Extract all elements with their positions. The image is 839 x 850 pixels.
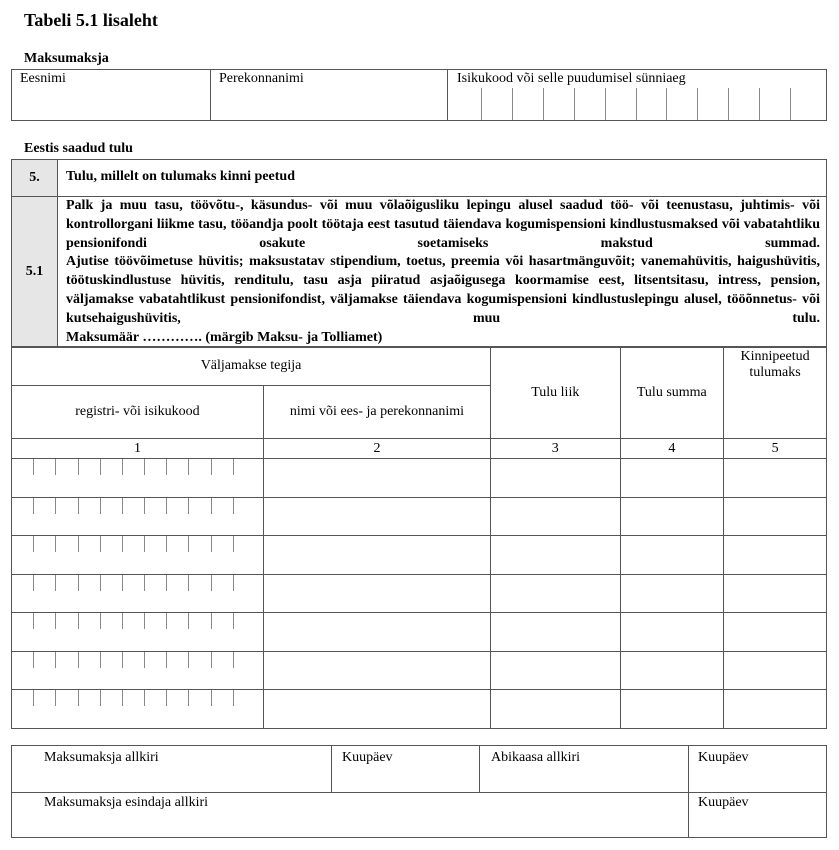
col1-header: registri- või isikukood	[12, 386, 264, 439]
reg-code-cell[interactable]	[12, 459, 264, 498]
income-type-cell[interactable]	[491, 613, 620, 652]
col-number: 3	[491, 439, 620, 459]
table-row	[12, 497, 827, 536]
representative-signature-field[interactable]	[12, 793, 689, 838]
name-cell[interactable]	[263, 459, 490, 498]
row51-number: 5.1	[12, 197, 58, 348]
payer-table	[11, 69, 827, 121]
col4-header: Tulu summa	[620, 347, 724, 439]
col-number: 1	[12, 439, 264, 459]
reg-code-cell[interactable]	[12, 497, 264, 536]
data-rows	[12, 459, 827, 729]
date2-field[interactable]	[689, 746, 827, 793]
first-name-field[interactable]	[12, 70, 211, 121]
date1-field[interactable]	[332, 746, 480, 793]
withheld-tax-cell[interactable]	[724, 651, 827, 690]
col3-header: Tulu liik	[491, 347, 620, 439]
table-row	[12, 651, 827, 690]
page-title: Tabeli 5.1 lisaleht	[24, 10, 158, 30]
table-row	[12, 459, 827, 498]
last-name-label: Perekonnanimi	[219, 71, 304, 86]
withheld-tax-cell[interactable]	[724, 497, 827, 536]
row5-text: Tulu, millelt on tulumaks kinni peetud	[58, 160, 827, 197]
spouse-signature-field[interactable]	[480, 746, 689, 793]
row51-para1: Palk ja muu tasu, töövõtu-, käsundus- või muu võlaõigusliku lepingu alusel saadud töö- või teenustasu, juhtimis- või kontrollorgani liikme tasu, tööandja poolt töötaja eest tasutud täiendava kogumispensioni kindlustusmaksed või vabatahtliku pensionifondi osakute soetamiseks makstud summad.	[66, 198, 820, 251]
col5-header: Kinnipeetud tulumaks	[724, 347, 827, 439]
name-cell[interactable]	[263, 497, 490, 536]
withheld-tax-cell[interactable]	[724, 690, 827, 729]
income-type-cell[interactable]	[491, 690, 620, 729]
income-sum-cell[interactable]	[620, 459, 724, 498]
row51-text	[58, 197, 827, 348]
withheld-tax-cell[interactable]	[724, 574, 827, 613]
date3-field[interactable]	[689, 793, 827, 838]
reg-code-cell[interactable]	[12, 651, 264, 690]
income-table	[11, 159, 827, 348]
payments-table	[11, 346, 827, 729]
name-cell[interactable]	[263, 651, 490, 690]
spouse-signature-label: Abikaasa allkiri	[491, 750, 581, 765]
row5-number: 5.	[12, 160, 58, 197]
reg-code-cell[interactable]	[12, 690, 264, 729]
name-cell[interactable]	[263, 613, 490, 652]
name-cell[interactable]	[263, 574, 490, 613]
signature-table	[11, 745, 827, 838]
income-type-cell[interactable]	[491, 651, 620, 690]
table-row	[12, 690, 827, 729]
table-row	[12, 613, 827, 652]
col2-header: nimi või ees- ja perekonnanimi	[263, 386, 490, 439]
id-code-label: Isikukood või selle puudumisel sünniaeg	[457, 71, 686, 86]
col-number: 5	[724, 439, 827, 459]
table-row	[12, 574, 827, 613]
withheld-tax-cell[interactable]	[724, 536, 827, 575]
income-sum-cell[interactable]	[620, 574, 724, 613]
income-type-cell[interactable]	[491, 497, 620, 536]
income-type-cell[interactable]	[491, 459, 620, 498]
income-sum-cell[interactable]	[620, 497, 724, 536]
id-code-ticks	[481, 88, 821, 120]
col-number: 4	[620, 439, 724, 459]
name-cell[interactable]	[263, 536, 490, 575]
withheld-tax-cell[interactable]	[724, 459, 827, 498]
table-row	[12, 536, 827, 575]
reg-code-cell[interactable]	[12, 574, 264, 613]
row51-rate: Maksumäär …………. (märgib Maksu- ja Tolliamet)	[66, 329, 383, 345]
reg-code-cell[interactable]	[12, 613, 264, 652]
income-sum-cell[interactable]	[620, 651, 724, 690]
representative-signature-label: Maksumaksja esindaja allkiri	[44, 795, 209, 810]
withheld-tax-cell[interactable]	[724, 613, 827, 652]
id-code-field[interactable]	[448, 70, 827, 121]
income-section-label: Eestis saadud tulu	[24, 141, 133, 156]
column-numbers-row	[12, 439, 827, 459]
name-cell[interactable]	[263, 690, 490, 729]
col-number: 2	[263, 439, 490, 459]
income-type-cell[interactable]	[491, 574, 620, 613]
row51-para2: Ajutise töövõimetuse hüvitis; maksustatav stipendium, toetus, preemia või hasartmänguvõit; vanemahüvitis, haigushüvitis, töötuskindlustuse hüvitis, renditulu, tasu asja piiratud asjaõigusega koormamise eest, litsentsitasu, intress, pension, väljamakse vabatahtlikust pensionifondist, väljamakse täiendava kogumispensioni kindlustuslepingu alusel, tööõnnetus- või kutsehaigushüvitis, muu tulu.	[66, 254, 820, 326]
date2-label: Kuupäev	[698, 750, 749, 765]
payer-section-label: Maksumaksja	[24, 51, 109, 66]
first-name-label: Eesnimi	[20, 71, 66, 86]
date1-label: Kuupäev	[342, 750, 393, 765]
date3-label: Kuupäev	[698, 795, 749, 810]
income-sum-cell[interactable]	[620, 613, 724, 652]
last-name-field[interactable]	[211, 70, 448, 121]
income-type-cell[interactable]	[491, 536, 620, 575]
payer-signature-label: Maksumaksja allkiri	[44, 750, 159, 765]
income-sum-cell[interactable]	[620, 690, 724, 729]
income-sum-cell[interactable]	[620, 536, 724, 575]
reg-code-cell[interactable]	[12, 536, 264, 575]
payer-signature-field[interactable]	[12, 746, 332, 793]
payer-header: Väljamakse tegija	[12, 347, 491, 386]
